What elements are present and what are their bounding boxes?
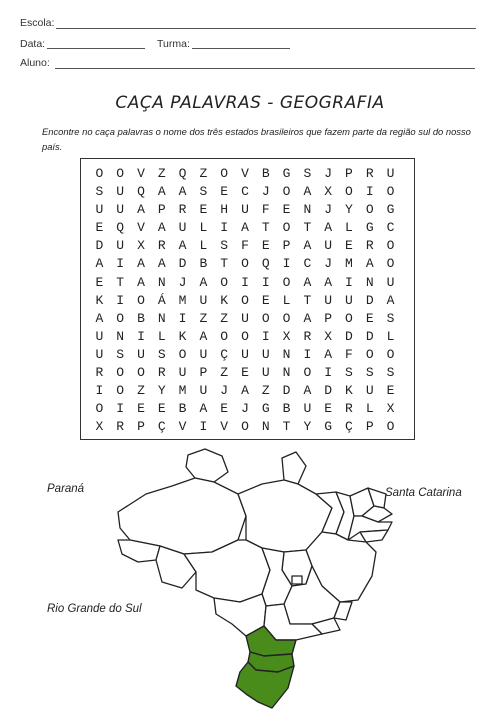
grid-letter[interactable]: A: [137, 202, 145, 218]
grid-letter[interactable]: Z: [220, 365, 229, 381]
grid-letter[interactable]: L: [386, 328, 395, 344]
grid-letter[interactable]: A: [157, 220, 166, 236]
grid-letter[interactable]: U: [199, 292, 208, 308]
grid-letter[interactable]: O: [116, 365, 125, 381]
grid-letter[interactable]: U: [199, 346, 208, 362]
grid-letter[interactable]: A: [95, 256, 104, 272]
grid-letter[interactable]: O: [282, 310, 291, 326]
grid-letter[interactable]: I: [261, 328, 270, 344]
grid-letter[interactable]: A: [199, 401, 208, 417]
grid-letter[interactable]: T: [220, 256, 229, 272]
grid-letter[interactable]: J: [324, 166, 333, 181]
grid-letter[interactable]: A: [386, 292, 395, 308]
grid-letter[interactable]: X: [282, 328, 291, 344]
grid-letter[interactable]: R: [157, 365, 166, 381]
grid-letter[interactable]: L: [345, 220, 353, 236]
grid-letter[interactable]: S: [199, 184, 208, 200]
label-rio-grande-do-sul: Rio Grande do Sul: [47, 603, 142, 615]
grid-letter[interactable]: T: [303, 292, 312, 308]
grid-letter[interactable]: E: [386, 383, 395, 399]
grid-letter[interactable]: Z: [220, 310, 229, 326]
grid-letter[interactable]: T: [303, 220, 312, 236]
grid-letter[interactable]: U: [116, 184, 125, 200]
grid-letter[interactable]: E: [199, 202, 208, 218]
grid-letter[interactable]: R: [345, 401, 353, 417]
grid-letter[interactable]: E: [95, 274, 104, 290]
grid-letter[interactable]: I: [220, 220, 229, 236]
grid-letter[interactable]: A: [157, 184, 166, 200]
grid-letter[interactable]: L: [282, 292, 291, 308]
grid-letter[interactable]: A: [365, 256, 374, 272]
grid-letter[interactable]: U: [324, 292, 333, 308]
grid-letter[interactable]: A: [137, 274, 145, 290]
grid-letter[interactable]: O: [220, 328, 229, 344]
grid-letter[interactable]: N: [116, 328, 125, 344]
grid-letter[interactable]: C: [303, 256, 312, 272]
grid-letter[interactable]: I: [345, 274, 353, 290]
label-parana: Paraná: [47, 483, 85, 495]
grid-letter[interactable]: I: [282, 256, 291, 272]
grid-letter[interactable]: A: [95, 310, 104, 326]
label-santa-catarina: Santa Catarina: [385, 487, 462, 499]
map-state-alagoas: [360, 530, 388, 542]
grid-letter[interactable]: S: [116, 346, 125, 362]
grid-letter[interactable]: Q: [178, 166, 187, 181]
grid-letter[interactable]: M: [178, 383, 187, 399]
grid-letter[interactable]: X: [324, 184, 333, 200]
grid-letter[interactable]: A: [178, 238, 187, 254]
grid-letter[interactable]: S: [95, 184, 104, 200]
grid-letter[interactable]: T: [282, 419, 291, 435]
grid-letter[interactable]: I: [116, 292, 125, 308]
grid-letter[interactable]: C: [386, 220, 395, 236]
grid-letter[interactable]: S: [220, 238, 229, 254]
map-state-amapa: [282, 452, 306, 484]
page-title: CAÇA PALAVRAS - GEOGRAFIA: [115, 93, 385, 113]
grid-letter[interactable]: O: [220, 274, 229, 290]
grid-letter[interactable]: I: [365, 184, 374, 200]
grid-letter[interactable]: O: [116, 310, 125, 326]
grid-letter[interactable]: Y: [303, 419, 312, 435]
grid-letter[interactable]: K: [95, 292, 104, 308]
grid-letter[interactable]: S: [345, 365, 353, 381]
grid-letter[interactable]: U: [178, 220, 187, 236]
grid-letter[interactable]: P: [137, 419, 145, 435]
grid-letter[interactable]: O: [116, 166, 125, 181]
grid-letter[interactable]: E: [241, 365, 249, 381]
grid-letter[interactable]: A: [324, 220, 333, 236]
grid-letter[interactable]: O: [241, 256, 249, 272]
grid-letter[interactable]: O: [95, 401, 104, 417]
grid-letter[interactable]: Z: [157, 166, 166, 181]
grid-letter[interactable]: B: [178, 401, 187, 417]
grid-letter[interactable]: O: [386, 238, 395, 254]
grid-letter[interactable]: S: [386, 310, 395, 326]
grid-letter[interactable]: R: [95, 365, 104, 381]
grid-letter[interactable]: A: [178, 184, 187, 200]
grid-letter[interactable]: P: [282, 238, 291, 254]
grid-letter[interactable]: Q: [137, 184, 145, 200]
grid-letter[interactable]: I: [303, 346, 312, 362]
grid-letter[interactable]: P: [199, 365, 208, 381]
grid-letter[interactable]: O: [386, 346, 395, 362]
grid-letter[interactable]: Z: [261, 383, 270, 399]
grid-letter[interactable]: Z: [137, 383, 145, 399]
grid-letter[interactable]: R: [178, 202, 187, 218]
grid-letter[interactable]: T: [116, 274, 125, 290]
grid-letter[interactable]: B: [282, 401, 291, 417]
grid-letter[interactable]: S: [303, 166, 312, 181]
grid-letter[interactable]: O: [241, 328, 249, 344]
class-label: Turma:: [157, 38, 190, 50]
grid-letter[interactable]: K: [345, 383, 353, 399]
grid-letter[interactable]: X: [324, 328, 333, 344]
grid-letter[interactable]: Ç: [220, 346, 229, 362]
grid-letter[interactable]: U: [345, 292, 353, 308]
grid-letter[interactable]: O: [282, 220, 291, 236]
grid-letter[interactable]: B: [261, 166, 270, 181]
grid-letter[interactable]: U: [95, 346, 104, 362]
grid-letter[interactable]: G: [365, 220, 374, 236]
grid-letter[interactable]: U: [261, 346, 270, 362]
grid-letter[interactable]: E: [137, 401, 145, 417]
grid-letter[interactable]: E: [220, 184, 229, 200]
grid-letter[interactable]: I: [137, 328, 145, 344]
grid-letter[interactable]: O: [282, 184, 291, 200]
grid-letter[interactable]: I: [324, 365, 333, 381]
grid-letter[interactable]: P: [365, 419, 374, 435]
grid-letter[interactable]: O: [282, 274, 291, 290]
grid-letter[interactable]: A: [324, 274, 333, 290]
grid-letter[interactable]: V: [137, 166, 145, 181]
grid-letter[interactable]: Á: [157, 292, 166, 308]
grid-letter[interactable]: D: [282, 383, 291, 399]
grid-letter[interactable]: E: [324, 401, 333, 417]
grid-letter[interactable]: A: [157, 256, 166, 272]
grid-letter[interactable]: O: [116, 383, 125, 399]
grid-letter[interactable]: U: [199, 383, 208, 399]
grid-letter[interactable]: L: [157, 328, 166, 344]
school-label: Escola:: [20, 17, 55, 29]
grid-letter[interactable]: U: [386, 274, 395, 290]
grid-letter[interactable]: O: [178, 346, 187, 362]
grid-letter[interactable]: U: [241, 310, 249, 326]
grid-letter[interactable]: D: [365, 292, 374, 308]
grid-letter[interactable]: J: [178, 274, 187, 290]
grid-letter[interactable]: X: [95, 419, 104, 435]
grid-letter[interactable]: M: [345, 256, 353, 272]
grid-letter[interactable]: I: [116, 401, 125, 417]
grid-letter[interactable]: H: [220, 202, 229, 218]
grid-letter[interactable]: U: [137, 346, 145, 362]
grid-letter[interactable]: U: [365, 383, 374, 399]
grid-letter[interactable]: N: [157, 310, 166, 326]
grid-letter[interactable]: X: [137, 238, 145, 254]
grid-letter[interactable]: I: [178, 310, 187, 326]
grid-letter[interactable]: L: [365, 401, 374, 417]
grid-letter[interactable]: G: [386, 202, 395, 218]
grid-letter[interactable]: N: [365, 274, 374, 290]
grid-letter[interactable]: A: [241, 383, 249, 399]
grid-letter[interactable]: A: [303, 184, 312, 200]
grid-letter[interactable]: Y: [345, 202, 353, 218]
grid-letter[interactable]: A: [303, 238, 312, 254]
grid-letter[interactable]: U: [324, 238, 333, 254]
grid-letter[interactable]: G: [282, 166, 291, 181]
instructions-text: Encontre no caça palavras o nome dos três estados brasileiros que fazem parte da região sul do nosso país.: [42, 126, 471, 152]
grid-letter[interactable]: F: [261, 202, 270, 218]
grid-letter[interactable]: M: [178, 292, 187, 308]
grid-letter[interactable]: G: [324, 419, 333, 435]
grid-letter[interactable]: O: [261, 310, 270, 326]
grid-letter[interactable]: A: [303, 274, 312, 290]
grid-letter[interactable]: Ç: [157, 419, 166, 435]
grid-letter[interactable]: E: [261, 238, 270, 254]
grid-letter[interactable]: O: [345, 184, 353, 200]
grid-letter[interactable]: Q: [116, 220, 125, 236]
grid-letter[interactable]: A: [303, 383, 312, 399]
grid-letter[interactable]: U: [116, 238, 125, 254]
grid-letter[interactable]: E: [95, 220, 104, 236]
grid-letter[interactable]: U: [178, 365, 187, 381]
grid-letter[interactable]: Q: [261, 256, 270, 272]
grid-letter[interactable]: Ç: [345, 419, 353, 435]
grid-letter[interactable]: V: [178, 419, 187, 435]
grid-letter[interactable]: O: [365, 202, 374, 218]
grid-letter[interactable]: U: [116, 202, 125, 218]
grid-letter[interactable]: O: [303, 365, 312, 381]
grid-letter[interactable]: O: [345, 310, 353, 326]
grid-letter[interactable]: F: [345, 346, 353, 362]
grid-letter[interactable]: E: [261, 292, 270, 308]
grid-letter[interactable]: U: [386, 166, 395, 181]
grid-letter[interactable]: Z: [199, 166, 208, 181]
grid-letter[interactable]: X: [386, 401, 395, 417]
grid-letter[interactable]: N: [282, 346, 291, 362]
grid-letter[interactable]: R: [365, 238, 374, 254]
grid-letter[interactable]: E: [157, 401, 166, 417]
grid-letter[interactable]: D: [324, 383, 333, 399]
grid-letter[interactable]: R: [116, 419, 125, 435]
grid-letter[interactable]: S: [365, 365, 374, 381]
grid-letter[interactable]: Z: [199, 310, 208, 326]
grid-letter[interactable]: O: [137, 292, 145, 308]
grid-letter[interactable]: E: [345, 238, 353, 254]
grid-letter[interactable]: D: [95, 238, 104, 254]
map-state-roraima: [186, 449, 228, 482]
grid-letter[interactable]: K: [220, 292, 229, 308]
grid-letter[interactable]: D: [345, 328, 353, 344]
grid-letter[interactable]: E: [220, 401, 229, 417]
grid-letter[interactable]: A: [241, 220, 249, 236]
grid-letter[interactable]: U: [303, 401, 312, 417]
grid-letter[interactable]: A: [137, 256, 145, 272]
grid-letter[interactable]: I: [241, 274, 249, 290]
date-label: Data:: [20, 38, 46, 50]
grid-letter[interactable]: P: [345, 166, 353, 181]
grid-letter[interactable]: P: [324, 310, 333, 326]
grid-letter[interactable]: A: [199, 328, 208, 344]
grid-letter[interactable]: I: [261, 274, 270, 290]
grid-letter[interactable]: N: [157, 274, 166, 290]
grid-letter[interactable]: A: [199, 274, 208, 290]
grid-letter[interactable]: L: [199, 220, 208, 236]
grid-letter[interactable]: N: [261, 419, 270, 435]
grid-letter[interactable]: J: [241, 401, 249, 417]
grid-letter[interactable]: J: [220, 383, 229, 399]
grid-letter[interactable]: I: [199, 419, 208, 435]
grid-letter[interactable]: I: [95, 383, 104, 399]
grid-letter[interactable]: O: [365, 346, 374, 362]
grid-letter[interactable]: V: [220, 419, 229, 435]
grid-letter[interactable]: O: [241, 419, 249, 435]
grid-letter[interactable]: U: [261, 365, 270, 381]
grid-letter[interactable]: R: [157, 238, 166, 254]
grid-letter[interactable]: L: [199, 238, 208, 254]
grid-letter[interactable]: U: [95, 328, 104, 344]
grid-letter[interactable]: E: [365, 310, 374, 326]
grid-letter[interactable]: U: [241, 346, 249, 362]
grid-letter[interactable]: Y: [157, 383, 166, 399]
grid-letter[interactable]: A: [303, 310, 312, 326]
grid-letter[interactable]: D: [365, 328, 374, 344]
grid-letter[interactable]: I: [116, 256, 125, 272]
grid-letter[interactable]: J: [261, 184, 270, 200]
grid-letter[interactable]: T: [261, 220, 270, 236]
grid-letter[interactable]: C: [241, 184, 249, 200]
grid-letter[interactable]: F: [241, 238, 249, 254]
student-label: Aluno:: [20, 57, 50, 69]
grid-letter[interactable]: O: [220, 166, 229, 181]
grid-letter[interactable]: B: [199, 256, 208, 272]
grid-letter[interactable]: K: [178, 328, 187, 344]
grid-letter[interactable]: O: [137, 365, 145, 381]
grid-letter[interactable]: E: [282, 202, 291, 218]
grid-letter[interactable]: S: [157, 346, 166, 362]
grid-letter[interactable]: S: [386, 365, 395, 381]
grid-letter[interactable]: O: [386, 256, 395, 272]
grid-letter[interactable]: G: [261, 401, 270, 417]
grid-letter[interactable]: J: [324, 202, 333, 218]
grid-letter[interactable]: D: [178, 256, 187, 272]
grid-letter[interactable]: J: [324, 256, 333, 272]
grid-letter[interactable]: N: [282, 365, 291, 381]
grid-letter[interactable]: N: [303, 202, 312, 218]
grid-letter[interactable]: P: [157, 202, 166, 218]
grid-letter[interactable]: U: [241, 202, 249, 218]
grid-letter[interactable]: B: [137, 310, 145, 326]
grid-letter[interactable]: U: [95, 202, 104, 218]
map-state-df: [292, 576, 302, 584]
grid-letter[interactable]: O: [386, 419, 395, 435]
grid-letter[interactable]: O: [95, 166, 104, 181]
grid-letter[interactable]: V: [241, 166, 249, 181]
grid-letter[interactable]: O: [241, 292, 249, 308]
grid-letter[interactable]: R: [365, 166, 374, 181]
grid-letter[interactable]: R: [303, 328, 312, 344]
grid-letter[interactable]: V: [137, 220, 145, 236]
grid-letter[interactable]: O: [386, 184, 395, 200]
grid-letter[interactable]: A: [324, 346, 333, 362]
